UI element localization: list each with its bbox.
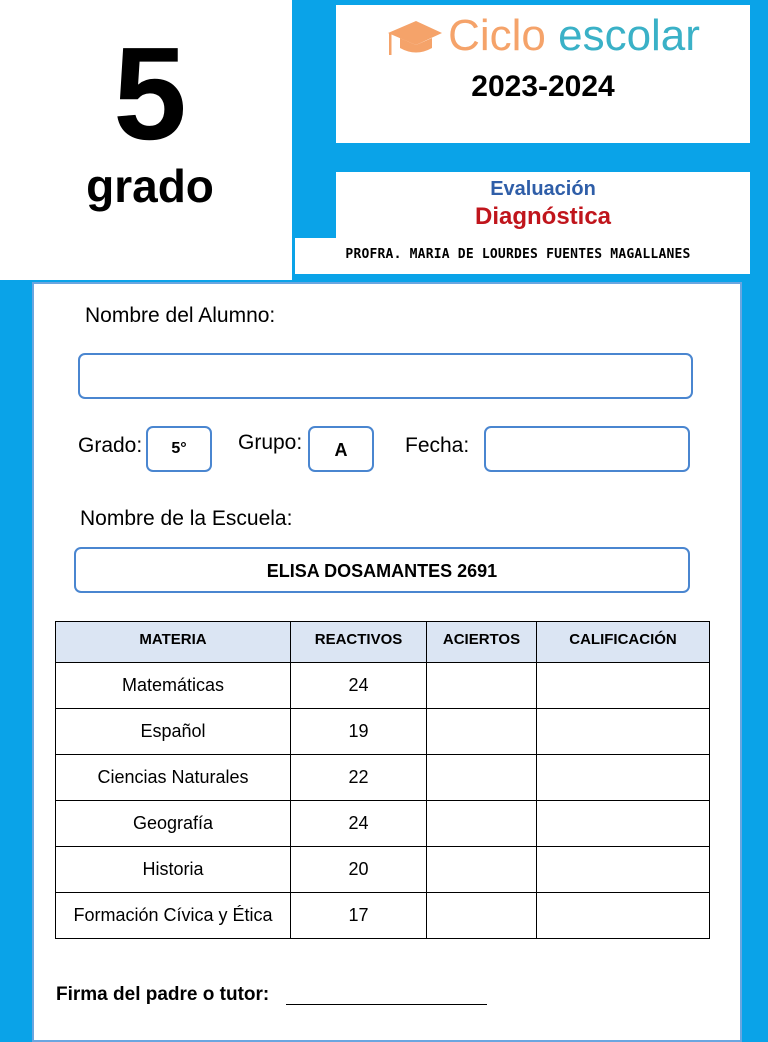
graduation-cap-icon (386, 15, 444, 61)
cell-reactivos: 24 (291, 801, 427, 847)
table-row (56, 847, 710, 893)
cell-reactivos: 22 (291, 755, 427, 801)
school-input[interactable]: ELISA DOSAMANTES 2691 (74, 547, 690, 593)
cell-aciertos[interactable] (427, 801, 537, 847)
table-row (56, 755, 710, 801)
date-label: Fecha: (405, 434, 470, 457)
cell-materia: Geografía (56, 801, 291, 847)
school-label: Nombre de la Escuela: (80, 507, 293, 530)
table-row (56, 893, 710, 939)
cell-aciertos[interactable] (427, 755, 537, 801)
student-name-input[interactable] (78, 353, 693, 399)
cell-materia: Matemáticas (56, 663, 291, 709)
cell-materia: Formación Cívica y Ética (56, 893, 291, 939)
date-input[interactable] (484, 426, 690, 472)
cycle-title (336, 11, 750, 61)
results-table (55, 621, 710, 939)
evaluation-subtitle: Diagnóstica (474, 203, 612, 230)
signature-label: Firma del padre o tutor: (56, 984, 270, 1005)
grade-input[interactable]: 5° (146, 426, 212, 472)
table-header-row (56, 622, 710, 663)
cell-reactivos: 17 (291, 893, 427, 939)
cell-calificacion[interactable] (537, 663, 710, 709)
header-aciertos: ACIERTOS (427, 622, 537, 663)
group-input[interactable]: A (308, 426, 374, 472)
cell-reactivos: 19 (291, 709, 427, 755)
grade-number: 5 (113, 20, 187, 167)
header-materia: MATERIA (56, 622, 291, 663)
table-row (56, 663, 710, 709)
teacher-name: PROFRA. MARIA DE LOURDES FUENTES MAGALLANES (345, 247, 691, 262)
cell-aciertos[interactable] (427, 893, 537, 939)
group-label: Grupo: (238, 431, 303, 454)
evaluation-title: Evaluación (490, 178, 596, 200)
cell-calificacion[interactable] (537, 847, 710, 893)
grade-word: grado (86, 160, 214, 212)
cycle-word-ciclo: Ciclo (448, 11, 546, 60)
cycle-years: 2023-2024 (471, 70, 615, 103)
student-name-label: Nombre del Alumno: (85, 304, 276, 327)
cell-calificacion[interactable] (537, 709, 710, 755)
header-reactivos: REACTIVOS (291, 622, 427, 663)
signature-line[interactable] (286, 1004, 487, 1005)
cell-materia: Ciencias Naturales (56, 755, 291, 801)
cell-materia: Historia (56, 847, 291, 893)
cell-calificacion[interactable] (537, 893, 710, 939)
cycle-word-escolar: escolar (558, 11, 700, 60)
cell-calificacion[interactable] (537, 801, 710, 847)
grade-label: Grado: (78, 434, 143, 457)
cell-aciertos[interactable] (427, 847, 537, 893)
cell-reactivos: 24 (291, 663, 427, 709)
table-row (56, 801, 710, 847)
cell-calificacion[interactable] (537, 755, 710, 801)
table-row (56, 709, 710, 755)
cell-reactivos: 20 (291, 847, 427, 893)
cell-materia: Español (56, 709, 291, 755)
cell-aciertos[interactable] (427, 663, 537, 709)
header-calificacion: CALIFICACIÓN (537, 622, 710, 663)
cell-aciertos[interactable] (427, 709, 537, 755)
